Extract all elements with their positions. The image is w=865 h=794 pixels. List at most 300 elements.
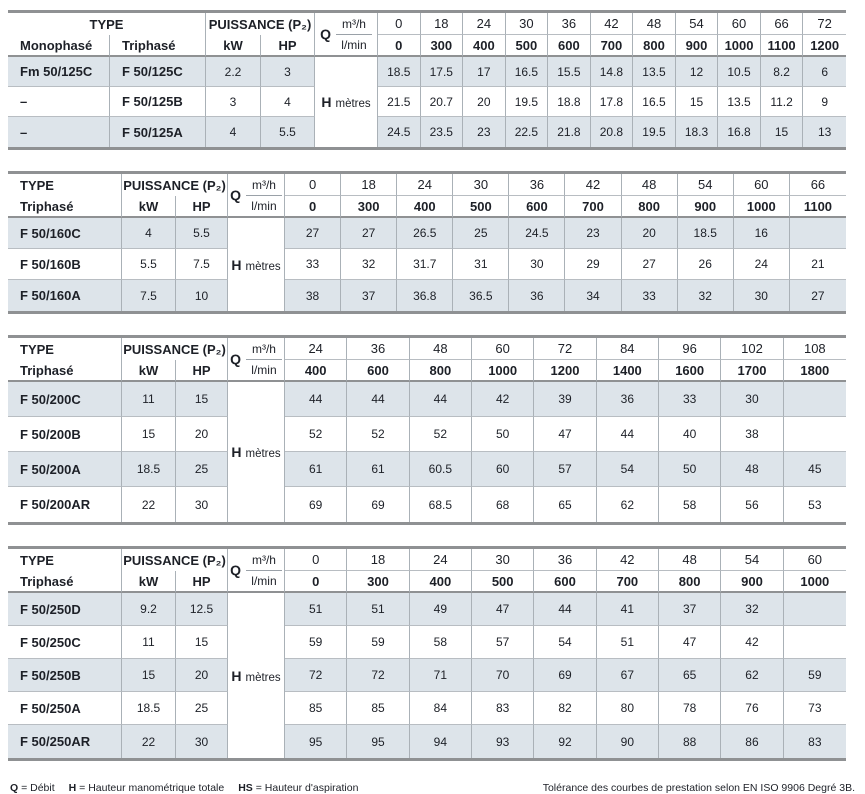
h-value-cell: 18.3	[676, 117, 719, 147]
h-value-cell: 83	[472, 692, 534, 725]
h-value-cell: 19.5	[633, 117, 676, 147]
flow-m3h-cell: 24	[463, 13, 506, 35]
h-value-cell: 23.5	[421, 117, 464, 147]
h-value-cell: 93	[472, 725, 534, 758]
hp-cell: 15	[176, 382, 228, 417]
q-label: Q	[230, 187, 241, 203]
h-value-cell: 44	[534, 593, 596, 626]
h-value-cell: 10.5	[718, 57, 761, 87]
h-value-cell: 44	[347, 382, 409, 417]
flow-m3h-cell: 102	[721, 338, 783, 360]
h-value-cell	[790, 218, 846, 249]
h-value-cell: 21.8	[548, 117, 591, 147]
h-value-cell: 42	[721, 626, 783, 659]
h-value-cell: 60.5	[410, 452, 472, 487]
h-value-cell: 84	[410, 692, 472, 725]
h-value-cell: 95	[285, 725, 347, 758]
flow-m3h-cell: 48	[622, 174, 678, 196]
h-value-cell: 68	[472, 487, 534, 522]
h-value-cell: 54	[534, 626, 596, 659]
h-value-cell: 42	[472, 382, 534, 417]
flow-lmin-cell: 900	[676, 35, 719, 57]
flow-lmin-cell: 300	[347, 571, 409, 593]
flow-m3h-cell: 18	[347, 549, 409, 571]
h-value-cell: 19.5	[506, 87, 549, 117]
hp-header: HP	[176, 360, 228, 382]
q-units	[246, 340, 282, 379]
hp-header: HP	[176, 571, 228, 593]
h-value-cell: 15.5	[548, 57, 591, 87]
flow-lmin-cell: 500	[506, 35, 549, 57]
h-value-cell: 23	[565, 218, 621, 249]
h-value-cell: 23	[463, 117, 506, 147]
legend-item	[10, 782, 55, 794]
h-value-cell: 57	[534, 452, 596, 487]
flow-m3h-cell: 60	[472, 338, 534, 360]
h-value-cell: 20	[463, 87, 506, 117]
unit-m3h: m³/h	[246, 551, 282, 571]
h-value-cell: 22.5	[506, 117, 549, 147]
unit-m3h: m³/h	[336, 15, 372, 35]
h-value-cell: 8.2	[761, 57, 804, 87]
h-value-cell: 83	[784, 725, 846, 758]
hp-cell: 30	[176, 725, 228, 758]
flow-m3h-cell: 0	[285, 174, 341, 196]
h-value-cell: 13	[803, 117, 846, 147]
flow-lmin-cell: 300	[341, 196, 397, 218]
h-value-cell: 54	[597, 452, 659, 487]
h-value-cell: 33	[622, 280, 678, 311]
pump-table-f50-200	[8, 335, 846, 525]
h-value-cell	[784, 626, 846, 659]
kw-cell: 18.5	[122, 452, 176, 487]
flow-m3h-cell: 36	[509, 174, 565, 196]
flow-m3h-cell: 0	[378, 13, 421, 35]
h-label: H	[231, 444, 242, 460]
flow-lmin-cell: 400	[463, 35, 506, 57]
pump-type-cell: F 50/250A	[8, 692, 122, 725]
h-value-cell: 69	[285, 487, 347, 522]
h-value-cell: 17	[463, 57, 506, 87]
h-value-cell: 27	[622, 249, 678, 280]
flow-lmin-cell: 800	[622, 196, 678, 218]
kw-header: kW	[122, 571, 176, 593]
flow-lmin-cell: 1000	[784, 571, 846, 593]
h-value-cell: 27	[790, 280, 846, 311]
h-value-cell: 52	[410, 417, 472, 452]
q-header	[228, 338, 285, 382]
kw-header: kW	[122, 360, 176, 382]
pump-type-cell: F 50/200A	[8, 452, 122, 487]
unit-m3h: m³/h	[246, 176, 282, 196]
pump-type-cell: F 50/250B	[8, 659, 122, 692]
triphase-header: Triphasé	[8, 360, 122, 382]
flow-m3h-cell: 60	[784, 549, 846, 571]
h-value-cell: 70	[472, 659, 534, 692]
kw-cell: 2.2	[206, 57, 261, 87]
h-header	[228, 593, 285, 758]
flow-m3h-cell: 36	[548, 13, 591, 35]
h-value-cell: 52	[285, 417, 347, 452]
power-header: PUISSANCE (P₂)	[206, 13, 315, 35]
kw-cell: 18.5	[122, 692, 176, 725]
legend-item	[238, 782, 358, 794]
h-value-cell: 9	[803, 87, 846, 117]
type-header: TYPE	[8, 338, 122, 360]
h-value-cell: 29	[565, 249, 621, 280]
pump-type-cell: F 50/250AR	[8, 725, 122, 758]
q-wrap	[228, 340, 284, 379]
h-value-cell: 18.8	[548, 87, 591, 117]
flow-m3h-cell: 60	[734, 174, 790, 196]
h-value-cell: 39	[534, 382, 596, 417]
h-value-cell: 61	[285, 452, 347, 487]
q-wrap	[228, 176, 284, 215]
pump-type-cell: F 50/160B	[8, 249, 122, 280]
h-value-cell: 11.2	[761, 87, 804, 117]
legend-text: = Débit	[18, 782, 55, 794]
kw-cell: 5.5	[122, 249, 176, 280]
h-header	[315, 57, 378, 147]
h-unit: mètres	[245, 260, 281, 273]
h-value-cell: 37	[341, 280, 397, 311]
h-value-cell: 51	[347, 593, 409, 626]
h-value-cell: 67	[597, 659, 659, 692]
h-value-cell: 15	[761, 117, 804, 147]
h-value-cell: 37	[659, 593, 721, 626]
h-value-cell: 32	[341, 249, 397, 280]
hp-cell: 10	[176, 280, 228, 311]
flow-m3h-cell: 66	[790, 174, 846, 196]
q-label: Q	[320, 26, 331, 42]
h-value-cell: 85	[347, 692, 409, 725]
h-value-cell: 69	[347, 487, 409, 522]
h-value-cell: 45	[784, 452, 846, 487]
legend-term: H	[68, 782, 77, 794]
h-value-cell: 21.5	[378, 87, 421, 117]
flow-m3h-cell: 30	[472, 549, 534, 571]
flow-m3h-cell: 72	[534, 338, 596, 360]
flow-lmin-cell: 500	[472, 571, 534, 593]
h-value-cell: 6	[803, 57, 846, 87]
hp-cell: 15	[176, 626, 228, 659]
q-units	[336, 15, 372, 54]
flow-lmin-cell: 1000	[472, 360, 534, 382]
h-value-cell: 33	[659, 382, 721, 417]
flow-lmin-cell: 700	[565, 196, 621, 218]
h-value-cell: 49	[410, 593, 472, 626]
h-value-cell: 65	[659, 659, 721, 692]
h-value-cell: 38	[721, 417, 783, 452]
flow-lmin-cell: 900	[678, 196, 734, 218]
flow-m3h-cell: 96	[659, 338, 721, 360]
h-value-cell	[784, 593, 846, 626]
footer	[8, 782, 855, 794]
flow-lmin-cell: 1700	[721, 360, 783, 382]
legend	[10, 782, 372, 794]
flow-lmin-cell: 1200	[803, 35, 846, 57]
flow-m3h-cell: 24	[397, 174, 453, 196]
h-value-cell: 47	[472, 593, 534, 626]
hp-cell: 3	[261, 57, 315, 87]
h-value-cell: 12	[676, 57, 719, 87]
h-value-cell: 13.5	[633, 57, 676, 87]
h-value-cell: 26.5	[397, 218, 453, 249]
flow-m3h-cell: 54	[678, 174, 734, 196]
h-value-cell: 21	[790, 249, 846, 280]
h-value-cell: 41	[597, 593, 659, 626]
h-unit: mètres	[245, 448, 281, 460]
h-value-cell: 18.5	[678, 218, 734, 249]
type-header: TYPE	[8, 13, 206, 35]
pump-type-cell: F 50/200AR	[8, 487, 122, 522]
pump-type-cell: F 50/250C	[8, 626, 122, 659]
h-value-cell: 36.5	[453, 280, 509, 311]
h-value-cell: 94	[410, 725, 472, 758]
h-value-cell: 30	[509, 249, 565, 280]
triphase-header: Triphasé	[8, 571, 122, 593]
kw-cell: 3	[206, 87, 261, 117]
flow-m3h-cell: 48	[659, 549, 721, 571]
unit-lmin: l/min	[251, 362, 277, 377]
flow-lmin-cell: 700	[597, 571, 659, 593]
h-value-cell	[784, 417, 846, 452]
h-value-cell: 72	[285, 659, 347, 692]
tolerance-note: Tolérance des courbes de prestation selon EN ISO 9906 Degré 3B.	[542, 782, 855, 794]
h-value-cell: 17.5	[421, 57, 464, 87]
h-value-cell: 30	[734, 280, 790, 311]
flow-lmin-cell: 1600	[659, 360, 721, 382]
h-value-cell: 71	[410, 659, 472, 692]
hp-cell: 5.5	[176, 218, 228, 249]
hp-cell: 20	[176, 659, 228, 692]
flow-m3h-cell: 54	[721, 549, 783, 571]
q-label: Q	[230, 562, 241, 578]
flow-lmin-cell: 400	[285, 360, 347, 382]
h-value-cell: 50	[472, 417, 534, 452]
pump-type-cell: F 50/200C	[8, 382, 122, 417]
h-value-cell: 60	[472, 452, 534, 487]
flow-lmin-cell: 300	[421, 35, 464, 57]
h-value-cell: 47	[534, 417, 596, 452]
kw-cell: 11	[122, 382, 176, 417]
pump-table-f50-250	[8, 546, 846, 761]
type-header: TYPE	[8, 174, 122, 196]
h-value-cell: 16.5	[506, 57, 549, 87]
kw-cell: 22	[122, 487, 176, 522]
flow-lmin-cell: 600	[548, 35, 591, 57]
flow-lmin-cell: 600	[509, 196, 565, 218]
flow-lmin-cell: 500	[453, 196, 509, 218]
h-value-cell: 61	[347, 452, 409, 487]
pump-type-cell: F 50/125B	[110, 87, 206, 117]
h-value-cell: 48	[721, 452, 783, 487]
h-value-cell: 62	[597, 487, 659, 522]
h-value-cell: 47	[659, 626, 721, 659]
h-value-cell: 52	[347, 417, 409, 452]
kw-cell: 15	[122, 659, 176, 692]
h-value-cell: 31	[453, 249, 509, 280]
flow-m3h-cell: 54	[676, 13, 719, 35]
flow-m3h-cell: 42	[597, 549, 659, 571]
hp-header: HP	[261, 35, 315, 57]
legend-text: = Hauteur manométrique totale	[76, 782, 225, 794]
h-value-cell: 17.8	[591, 87, 634, 117]
hp-cell: 4	[261, 87, 315, 117]
flow-lmin-cell: 400	[397, 196, 453, 218]
monophase-type-cell: Fm 50/125C	[8, 57, 110, 87]
h-value-cell: 72	[347, 659, 409, 692]
kw-cell: 4	[122, 218, 176, 249]
pump-type-cell: F 50/160A	[8, 280, 122, 311]
flow-m3h-cell: 72	[803, 13, 846, 35]
unit-lmin: l/min	[251, 198, 277, 213]
h-value-cell: 44	[285, 382, 347, 417]
h-value-cell: 36	[509, 280, 565, 311]
flow-lmin-cell: 900	[721, 571, 783, 593]
h-unit: mètres	[335, 98, 371, 110]
flow-lmin-cell: 1400	[597, 360, 659, 382]
flow-lmin-cell: 1100	[790, 196, 846, 218]
kw-cell: 22	[122, 725, 176, 758]
h-label: H	[231, 256, 242, 273]
q-header	[228, 549, 285, 593]
h-label: H	[321, 94, 332, 110]
h-value-cell: 59	[784, 659, 846, 692]
pump-type-cell: F 50/160C	[8, 218, 122, 249]
h-value-cell: 51	[597, 626, 659, 659]
flow-m3h-cell: 42	[565, 174, 621, 196]
power-header: PUISSANCE (P₂)	[122, 549, 228, 571]
flow-m3h-cell: 30	[506, 13, 549, 35]
h-value-cell: 76	[721, 692, 783, 725]
h-value-cell: 31.7	[397, 249, 453, 280]
flow-m3h-cell: 36	[534, 549, 596, 571]
h-value-cell: 26	[678, 249, 734, 280]
h-value-cell: 27	[341, 218, 397, 249]
h-value-cell: 85	[285, 692, 347, 725]
flow-lmin-cell: 800	[410, 360, 472, 382]
h-value-cell: 30	[721, 382, 783, 417]
flow-m3h-cell: 36	[347, 338, 409, 360]
h-value-cell: 20	[622, 218, 678, 249]
pump-type-cell: F 50/125A	[110, 117, 206, 147]
flow-m3h-cell: 18	[341, 174, 397, 196]
power-header: PUISSANCE (P₂)	[122, 338, 228, 360]
flow-lmin-cell: 800	[633, 35, 676, 57]
h-value-cell: 16.5	[633, 87, 676, 117]
flow-m3h-cell: 60	[718, 13, 761, 35]
flow-m3h-cell: 42	[591, 13, 634, 35]
h-value-cell: 36.8	[397, 280, 453, 311]
triphase-header: Triphasé	[8, 196, 122, 218]
flow-lmin-cell: 1100	[761, 35, 804, 57]
h-value-cell: 24.5	[378, 117, 421, 147]
h-value-cell: 73	[784, 692, 846, 725]
h-value-cell: 80	[597, 692, 659, 725]
flow-lmin-cell: 0	[285, 571, 347, 593]
flow-m3h-cell: 24	[285, 338, 347, 360]
flow-lmin-cell: 0	[378, 35, 421, 57]
flow-m3h-cell: 0	[285, 549, 347, 571]
flow-m3h-cell: 24	[410, 549, 472, 571]
h-header	[228, 382, 285, 522]
q-wrap	[315, 15, 377, 54]
h-value-cell: 69	[534, 659, 596, 692]
monophase-header: Monophasé	[8, 35, 110, 57]
pump-type-cell: F 50/125C	[110, 57, 206, 87]
h-value-cell: 18.5	[378, 57, 421, 87]
h-value-cell: 51	[285, 593, 347, 626]
h-value-cell: 38	[285, 280, 341, 311]
h-value-cell: 58	[410, 626, 472, 659]
q-wrap	[228, 551, 284, 590]
pump-table-f50-160	[8, 171, 846, 314]
legend-item	[69, 782, 225, 794]
kw-cell: 4	[206, 117, 261, 147]
flow-lmin-cell: 400	[410, 571, 472, 593]
kw-cell: 7.5	[122, 280, 176, 311]
h-value-cell: 50	[659, 452, 721, 487]
h-value-cell: 86	[721, 725, 783, 758]
hp-cell: 5.5	[261, 117, 315, 147]
h-value-cell: 68.5	[410, 487, 472, 522]
monophase-type-cell: –	[8, 87, 110, 117]
flow-m3h-cell: 30	[453, 174, 509, 196]
h-value-cell: 88	[659, 725, 721, 758]
kw-cell: 15	[122, 417, 176, 452]
h-value-cell: 33	[285, 249, 341, 280]
hp-cell: 20	[176, 417, 228, 452]
h-value-cell: 40	[659, 417, 721, 452]
flow-lmin-cell: 1000	[734, 196, 790, 218]
hp-cell: 30	[176, 487, 228, 522]
flow-m3h-cell: 84	[597, 338, 659, 360]
h-value-cell: 20.7	[421, 87, 464, 117]
h-value-cell: 65	[534, 487, 596, 522]
h-value-cell: 32	[721, 593, 783, 626]
h-value-cell: 44	[597, 417, 659, 452]
pump-table-f50-125	[8, 10, 846, 150]
unit-lmin: l/min	[251, 573, 277, 588]
flow-lmin-cell: 600	[347, 360, 409, 382]
legend-term: Q	[10, 782, 19, 794]
flow-m3h-cell: 48	[410, 338, 472, 360]
flow-lmin-cell: 700	[591, 35, 634, 57]
q-header	[315, 13, 378, 57]
h-label: H	[231, 667, 242, 684]
q-units	[246, 551, 282, 590]
triphase-header: Triphasé	[110, 35, 206, 57]
hp-cell: 25	[176, 452, 228, 487]
hp-cell: 7.5	[176, 249, 228, 280]
pump-type-cell: F 50/200B	[8, 417, 122, 452]
hp-cell: 25	[176, 692, 228, 725]
h-value-cell: 36	[597, 382, 659, 417]
flow-lmin-cell: 600	[534, 571, 596, 593]
h-value-cell: 15	[676, 87, 719, 117]
h-value-cell: 16.8	[718, 117, 761, 147]
h-value-cell: 58	[659, 487, 721, 522]
monophase-type-cell: –	[8, 117, 110, 147]
h-value-cell: 14.8	[591, 57, 634, 87]
q-header	[228, 174, 285, 218]
hp-header: HP	[176, 196, 228, 218]
kw-cell: 11	[122, 626, 176, 659]
kw-header: kW	[122, 196, 176, 218]
q-units	[246, 176, 282, 215]
h-value-cell	[784, 382, 846, 417]
